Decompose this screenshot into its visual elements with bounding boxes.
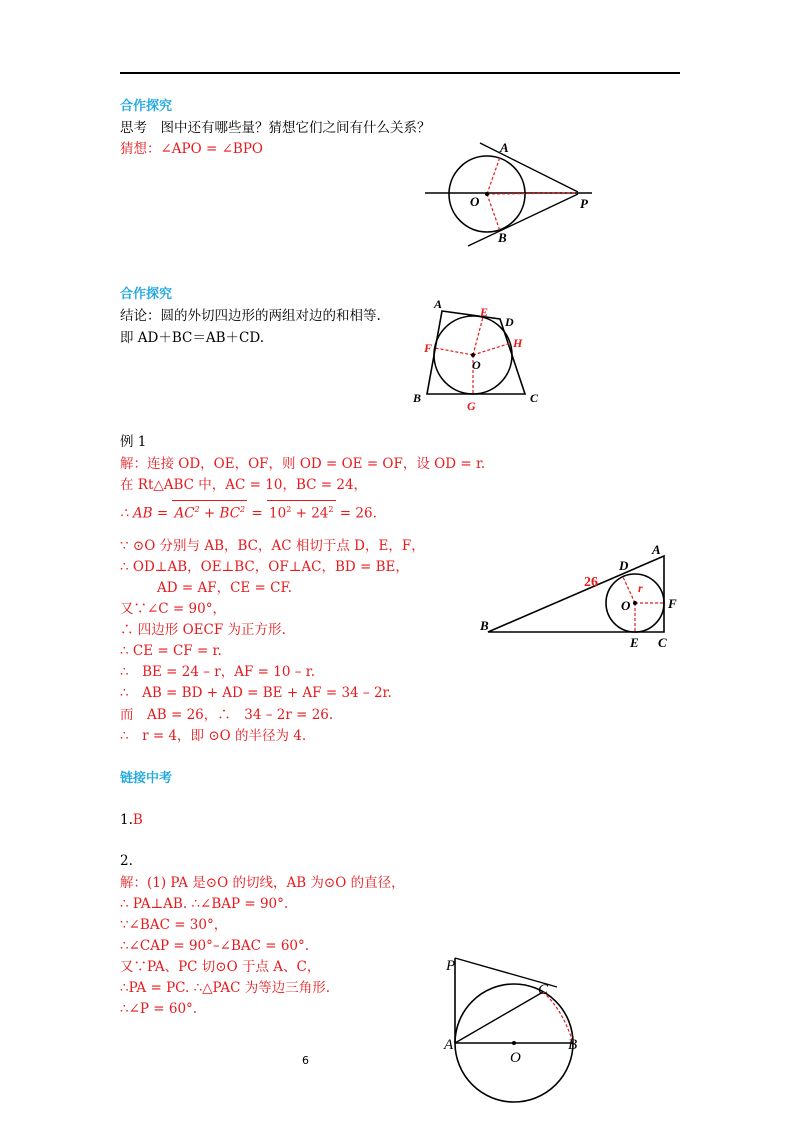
page-number: 6 — [302, 1054, 309, 1067]
think-question: 思考 图中还有哪些量？猜想它们之间有什么关系？ — [120, 120, 431, 136]
label-e: E — [630, 635, 639, 650]
label-e: E — [480, 305, 489, 319]
section-heading: 合作探究 — [120, 99, 173, 114]
equation-text: 即 AD＋BC＝AB＋CD. — [120, 330, 264, 346]
solution-line: ∵∠BAC = 30°， — [120, 917, 228, 933]
label-c: C — [658, 635, 667, 650]
header-rule — [120, 72, 680, 74]
label-a: A — [444, 1037, 454, 1053]
label-h: H — [513, 336, 523, 350]
label-o: O — [470, 194, 480, 209]
solution-line: ∵ ⊙O 分别与 AB，BC，AC 相切于点 D，E，F， — [120, 538, 425, 554]
question-1: 1.B — [120, 812, 143, 828]
solution-line: 又∵∠C = 90°， — [120, 601, 226, 617]
label-d: D — [505, 315, 514, 329]
label-a: A — [434, 297, 443, 311]
label-c: C — [530, 391, 539, 405]
solution-line: ∴ BE = 24 – r，AF = 10 – r. — [120, 664, 316, 680]
label-g: G — [467, 399, 476, 413]
solution-line: AD = AF，CE = CF. — [157, 580, 293, 596]
quadrilateral-figure — [410, 296, 550, 416]
solution-line: ∴ 四边形 OECF 为正方形. — [120, 622, 286, 638]
example-title: 例 1 — [120, 434, 147, 450]
label-a: A — [652, 542, 661, 557]
label-o: O — [621, 598, 631, 613]
label-o: O — [510, 1050, 521, 1066]
solution-line: ∴ PA⊥AB. ∴∠BAP = 90°. — [120, 896, 289, 912]
label-b: B — [568, 1037, 578, 1053]
label-f: F — [668, 596, 677, 611]
solution-line: ∴ OD⊥AB，OE⊥BC，OF⊥AC，BD = BE， — [120, 559, 409, 575]
pythagoras-line: ∴ AB = $AC^2 + BC^2 = 10^2 + 24^2 = 26$. — [120, 500, 377, 523]
diameter-tangent-figure — [438, 950, 598, 1100]
label-f: F — [424, 341, 433, 355]
tangent-figure — [420, 138, 600, 248]
label-b: B — [498, 230, 507, 245]
solution-line: ∴PA = PC. ∴△PAC 为等边三角形. — [120, 980, 331, 996]
solution-line: ∴ r = 4，即 ⊙O 的半径为 4. — [120, 728, 307, 744]
section-heading: 链接中考 — [120, 771, 173, 786]
label-r: r — [638, 581, 643, 595]
guess-text: 猜想：∠APO = ∠BPO — [120, 141, 263, 157]
label-p: P — [446, 958, 456, 974]
question-2-number: 2. — [120, 853, 133, 869]
solution-line: ∴∠CAP = 90°–∠BAC = 60°. — [120, 938, 310, 954]
solution-line: ∴∠P = 60°. — [120, 1001, 198, 1017]
label-o: O — [472, 358, 481, 372]
solution-line: 解：连接 OD，OE，OF，则 OD = OE = OF，设 OD = r. — [120, 456, 486, 472]
solution-line: 而 AB = 26，∴ 34 – 2r = 26. — [120, 707, 334, 723]
label-b: B — [480, 618, 489, 633]
conclusion-text: 结论：圆的外切四边形的两组对边的和相等. — [120, 308, 381, 324]
solution-line: ∴ AB = BD + AD = BE + AF = 34 – 2r. — [120, 685, 392, 701]
label-p: P — [580, 196, 588, 211]
section-heading: 合作探究 — [120, 287, 173, 302]
solution-line: 在 Rt△ABC 中，AC = 10，BC = 24， — [120, 477, 368, 493]
solution-line: ∴ CE = CF = r. — [120, 643, 222, 659]
right-triangle-figure — [478, 542, 678, 654]
label-c: C — [538, 982, 549, 998]
label-d: D — [619, 558, 629, 573]
label-length: 26 — [584, 575, 598, 590]
solution-line: 又∵PA、PC 切⊙O 于点 A、C， — [120, 959, 321, 975]
label-b: B — [413, 391, 422, 405]
label-a: A — [500, 140, 509, 155]
solution-line: 解：(1) PA 是⊙O 的切线，AB 为⊙O 的直径， — [120, 875, 405, 891]
